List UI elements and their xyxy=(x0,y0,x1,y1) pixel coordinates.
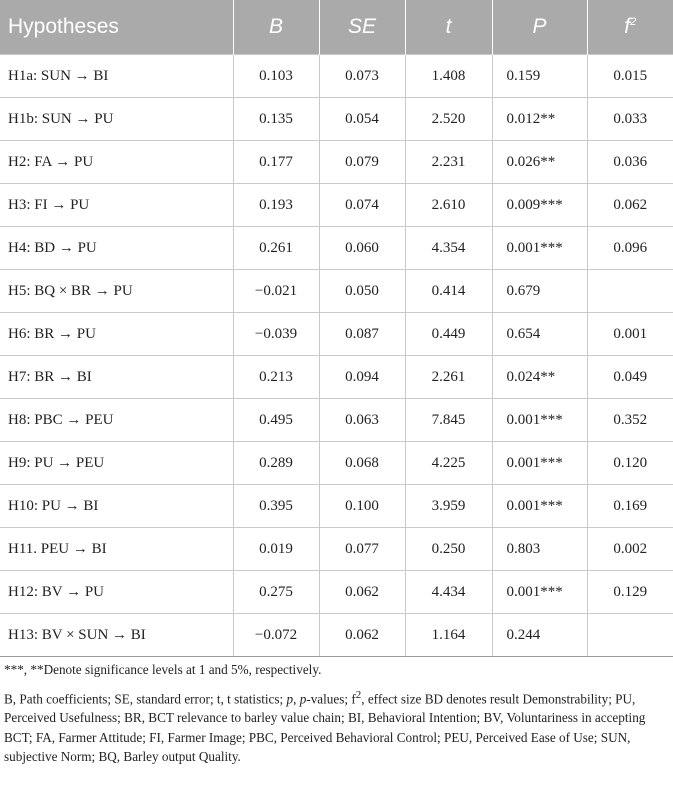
b-cell: 0.495 xyxy=(233,399,319,442)
b-cell: −0.072 xyxy=(233,614,319,657)
p-cell: 0.009*** xyxy=(492,184,587,227)
se-cell: 0.054 xyxy=(319,98,405,141)
table-row xyxy=(0,270,673,313)
header-f2-sup: 2 xyxy=(630,16,637,28)
table-row xyxy=(0,356,673,399)
p-cell: 0.159 xyxy=(492,55,587,98)
abbr-part-4: , effect size BD denotes result Demonstrability; PU, Perceived Usefulness; BR, BCT relevance to barley value chain; BI, Behavioral Intention; BV, Voluntariness in accepting BCT; FA, Farmer Attitude; FI, Farmer Image; PBC, Perceived Behavioral Control; PEU, Perceived Ease of Use; SUN, subjective Norm; BQ, Barley output Quality. xyxy=(4,690,646,765)
b-cell: 0.103 xyxy=(233,55,319,98)
hypothesis-cell: H7: BR → BI xyxy=(0,356,233,399)
b-cell: 0.275 xyxy=(233,571,319,614)
t-cell: 2.520 xyxy=(405,98,492,141)
se-cell: 0.094 xyxy=(319,356,405,399)
se-cell: 0.073 xyxy=(319,55,405,98)
b-cell: 0.177 xyxy=(233,141,319,184)
abbr-part-1: B, Path coefficients; SE, standard error; t, t statistics; xyxy=(4,690,287,706)
t-cell: 2.610 xyxy=(405,184,492,227)
hypothesis-cell: H3: FI → PU xyxy=(0,184,233,227)
abbr-part-2: , xyxy=(293,690,300,706)
hypothesis-cell: H13: BV × SUN → BI xyxy=(0,614,233,657)
table-row xyxy=(0,485,673,528)
abbr-p2-italic: p xyxy=(299,690,307,706)
t-cell: 4.354 xyxy=(405,227,492,270)
b-cell: 0.395 xyxy=(233,485,319,528)
p-cell: 0.244 xyxy=(492,614,587,657)
header-t: t xyxy=(405,0,492,55)
p-cell: 0.679 xyxy=(492,270,587,313)
table-row xyxy=(0,399,673,442)
f2-cell: 0.001 xyxy=(587,313,673,356)
p-cell: 0.012** xyxy=(492,98,587,141)
table-row xyxy=(0,55,673,98)
b-cell: −0.021 xyxy=(233,270,319,313)
p-cell: 0.026** xyxy=(492,141,587,184)
t-cell: 3.959 xyxy=(405,485,492,528)
b-cell: 0.193 xyxy=(233,184,319,227)
header-hypotheses: Hypotheses xyxy=(0,0,233,55)
abbr-f-sup: 2 xyxy=(355,688,362,701)
t-cell: 0.449 xyxy=(405,313,492,356)
f2-cell: 0.033 xyxy=(587,98,673,141)
t-cell: 2.231 xyxy=(405,141,492,184)
hypothesis-cell: H6: BR → PU xyxy=(0,313,233,356)
abbr-part-3: -values; f xyxy=(306,690,356,706)
b-cell: −0.039 xyxy=(233,313,319,356)
p-cell: 0.001*** xyxy=(492,227,587,270)
f2-cell xyxy=(587,614,673,657)
f2-cell: 0.036 xyxy=(587,141,673,184)
table-row xyxy=(0,98,673,141)
significance-note: ***, **Denote significance levels at 1 and 5%, respectively. xyxy=(4,662,322,677)
table-row xyxy=(0,614,673,657)
hypothesis-cell: H11. PEU → BI xyxy=(0,528,233,571)
hypothesis-cell: H4: BD → PU xyxy=(0,227,233,270)
header-p: P xyxy=(492,0,587,55)
f2-cell: 0.352 xyxy=(587,399,673,442)
t-cell: 4.434 xyxy=(405,571,492,614)
p-cell: 0.001*** xyxy=(492,442,587,485)
f2-cell: 0.129 xyxy=(587,571,673,614)
t-cell: 2.261 xyxy=(405,356,492,399)
se-cell: 0.062 xyxy=(319,571,405,614)
table-row xyxy=(0,141,673,184)
hypothesis-cell: H12: BV → PU xyxy=(0,571,233,614)
table-row xyxy=(0,571,673,614)
abbr-p-italic: p xyxy=(286,690,294,706)
table-row xyxy=(0,528,673,571)
p-cell: 0.803 xyxy=(492,528,587,571)
hypothesis-cell: H5: BQ × BR → PU xyxy=(0,270,233,313)
hypothesis-cell: H1a: SUN → BI xyxy=(0,55,233,98)
se-cell: 0.050 xyxy=(319,270,405,313)
se-cell: 0.074 xyxy=(319,184,405,227)
b-cell: 0.019 xyxy=(233,528,319,571)
f2-cell: 0.169 xyxy=(587,485,673,528)
b-cell: 0.135 xyxy=(233,98,319,141)
f2-cell: 0.049 xyxy=(587,356,673,399)
b-cell: 0.261 xyxy=(233,227,319,270)
t-cell: 0.414 xyxy=(405,270,492,313)
t-cell: 7.845 xyxy=(405,399,492,442)
b-cell: 0.289 xyxy=(233,442,319,485)
se-cell: 0.100 xyxy=(319,485,405,528)
abbreviations-note xyxy=(4,686,668,767)
f2-cell: 0.062 xyxy=(587,184,673,227)
f2-cell: 0.015 xyxy=(587,55,673,98)
table-row xyxy=(0,313,673,356)
p-cell: 0.001*** xyxy=(492,399,587,442)
se-cell: 0.077 xyxy=(319,528,405,571)
se-cell: 0.079 xyxy=(319,141,405,184)
table-footnotes xyxy=(4,660,668,767)
se-cell: 0.063 xyxy=(319,399,405,442)
hypothesis-cell: H10: PU → BI xyxy=(0,485,233,528)
p-cell: 0.001*** xyxy=(492,571,587,614)
header-f2-base: f xyxy=(624,15,631,38)
table-row xyxy=(0,227,673,270)
p-cell: 0.024** xyxy=(492,356,587,399)
p-cell: 0.654 xyxy=(492,313,587,356)
header-b: B xyxy=(233,0,319,55)
p-cell: 0.001*** xyxy=(492,485,587,528)
se-cell: 0.068 xyxy=(319,442,405,485)
se-cell: 0.062 xyxy=(319,614,405,657)
header-f2 xyxy=(587,0,673,55)
table-row xyxy=(0,184,673,227)
f2-cell: 0.120 xyxy=(587,442,673,485)
t-cell: 1.164 xyxy=(405,614,492,657)
f2-cell xyxy=(587,270,673,313)
t-cell: 4.225 xyxy=(405,442,492,485)
f2-cell: 0.002 xyxy=(587,528,673,571)
hypothesis-cell: H8: PBC → PEU xyxy=(0,399,233,442)
se-cell: 0.087 xyxy=(319,313,405,356)
t-cell: 0.250 xyxy=(405,528,492,571)
table-header-row xyxy=(0,0,673,55)
header-se: SE xyxy=(319,0,405,55)
se-cell: 0.060 xyxy=(319,227,405,270)
t-cell: 1.408 xyxy=(405,55,492,98)
table-row xyxy=(0,442,673,485)
b-cell: 0.213 xyxy=(233,356,319,399)
hypothesis-cell: H1b: SUN → PU xyxy=(0,98,233,141)
hypothesis-cell: H2: FA → PU xyxy=(0,141,233,184)
f2-cell: 0.096 xyxy=(587,227,673,270)
hypothesis-cell: H9: PU → PEU xyxy=(0,442,233,485)
